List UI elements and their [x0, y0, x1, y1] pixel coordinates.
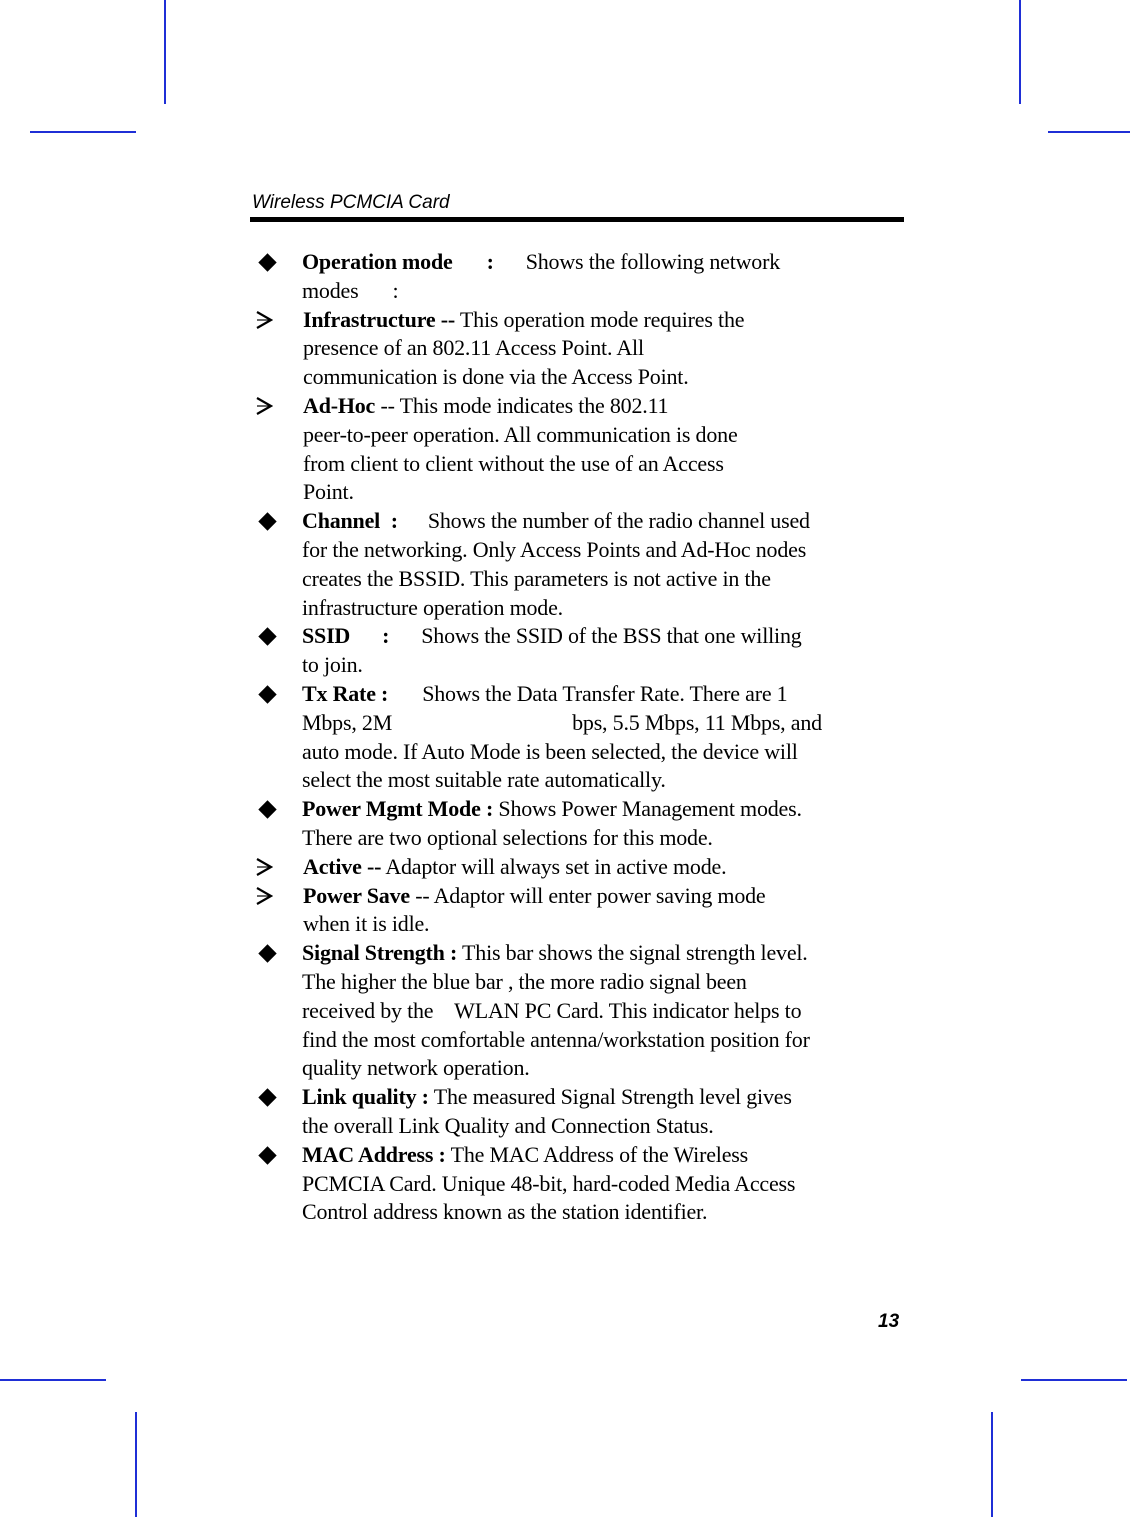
term: Power Save: [303, 882, 410, 908]
term: Channel: [302, 508, 381, 534]
line: [302, 939, 904, 968]
sub-item-infrastructure: [254, 306, 904, 392]
line: The higher the blue bar , the more radio signal been: [302, 968, 747, 994]
line: [302, 1083, 904, 1112]
description: Shows Power Management modes.: [498, 796, 802, 822]
description: bps, 5.5 Mbps, 11 Mbps, and: [572, 709, 822, 735]
description: The MAC Address of the Wireless: [450, 1141, 748, 1167]
line: peer-to-peer operation. All communication is done: [303, 421, 738, 447]
description: -- Adaptor will enter power saving mode: [415, 882, 766, 908]
line: [303, 882, 904, 911]
line: from client to client without the use of an Access: [303, 450, 724, 476]
line: creates the BSSID. This parameters is not active in the: [302, 565, 771, 591]
description: -- This mode indicates the 802.11: [380, 392, 669, 418]
definition-list: [254, 248, 904, 1227]
arrow-bullet-icon: [256, 306, 276, 335]
list-item-power-mgmt-mode: [254, 795, 904, 853]
list-item-link-quality: [254, 1083, 904, 1141]
line: to join.: [302, 652, 363, 678]
term: Power Mgmt Mode: [302, 796, 481, 822]
term: Ad-Hoc: [303, 392, 376, 418]
description: Adaptor will always set in active mode.: [385, 853, 727, 879]
crop-mark-top-left-vertical: [164, 0, 166, 104]
line: [303, 306, 904, 335]
list-item-channel: [254, 507, 904, 622]
diamond-bullet-icon: [256, 939, 278, 968]
arrow-bullet-icon: [256, 853, 276, 882]
term: Signal Strength :: [302, 940, 458, 966]
header-rule: [250, 217, 904, 222]
line: for the networking. Only Access Points and Ad-Hoc nodes: [302, 536, 807, 562]
line: There are two optional selections for this mode.: [302, 824, 713, 850]
sub-item-active: [254, 853, 904, 882]
line: quality network operation.: [302, 1055, 530, 1081]
diamond-bullet-icon: [256, 507, 278, 536]
line: [302, 622, 904, 651]
line: [303, 853, 904, 882]
line: [302, 507, 904, 536]
description: The measured Signal Strength level gives: [433, 1084, 792, 1110]
crop-mark-bottom-left-horizontal: [0, 1379, 106, 1381]
description: Shows the SSID of the BSS that one willing: [421, 623, 802, 649]
description: This bar shows the signal strength level.: [462, 940, 808, 966]
line: the overall Link Quality and Connection Status.: [302, 1112, 714, 1138]
line: auto mode. If Auto Mode is been selected, the device will: [302, 738, 798, 764]
term: Tx Rate :: [302, 680, 389, 706]
term: Link quality :: [302, 1084, 429, 1110]
description: modes: [302, 277, 359, 303]
term: SSID: [302, 623, 351, 649]
line: Control address known as the station identifier.: [302, 1199, 708, 1225]
crop-mark-bottom-left-vertical: [135, 1412, 137, 1517]
line: [302, 1141, 904, 1170]
diamond-bullet-icon: [256, 1141, 278, 1170]
list-item-signal-strength: [254, 939, 904, 1083]
list-item-mac-address: [254, 1141, 904, 1227]
line: when it is idle.: [303, 911, 430, 937]
line: [302, 795, 904, 824]
description: Shows the Data Transfer Rate. There are 1: [422, 680, 788, 706]
description: Shows the following network: [525, 249, 781, 274]
term: Operation mode: [302, 249, 453, 274]
sub-item-power-save: [254, 882, 904, 940]
crop-mark-bottom-right-horizontal: [1021, 1379, 1127, 1381]
line: select the most suitable rate automatically.: [302, 767, 666, 793]
line: communication is done via the Access Point.: [303, 364, 689, 390]
arrow-bullet-icon: [256, 882, 276, 911]
term-colon: :: [486, 249, 494, 274]
term: Infrastructure --: [303, 306, 455, 332]
line: PCMCIA Card. Unique 48-bit, hard-coded Media Access: [302, 1170, 796, 1196]
term: Active --: [303, 853, 382, 879]
diamond-bullet-icon: [256, 680, 278, 709]
crop-mark-top-right-horizontal: [1048, 131, 1130, 133]
arrow-bullet-icon: [256, 392, 276, 421]
line: presence of an 802.11 Access Point. All: [303, 335, 644, 361]
list-item-operation-mode: [254, 248, 904, 306]
term-colon: :: [390, 508, 398, 534]
crop-mark-top-left-horizontal: [30, 131, 136, 133]
line: [302, 248, 904, 277]
description: Shows the number of the radio channel used: [427, 508, 810, 534]
description-colon: :: [392, 277, 399, 303]
line: [302, 680, 904, 709]
term: MAC Address :: [302, 1141, 446, 1167]
line: [303, 392, 904, 421]
line: infrastructure operation mode.: [302, 594, 563, 620]
description: This operation mode requires the: [459, 306, 745, 332]
diamond-bullet-icon: [256, 248, 278, 277]
term-colon: :: [485, 796, 494, 822]
crop-mark-bottom-right-vertical: [991, 1412, 993, 1517]
line: Point.: [303, 479, 354, 505]
list-item-tx-rate: [254, 680, 904, 795]
crop-mark-top-right-vertical: [1019, 0, 1021, 104]
page-number: 13: [878, 1311, 900, 1332]
line: received by the WLAN PC Card. This indicator helps to: [302, 997, 802, 1023]
line: find the most comfortable antenna/workstation position for: [302, 1026, 810, 1052]
line: [302, 277, 904, 306]
diamond-bullet-icon: [256, 1083, 278, 1112]
running-header-title: Wireless PCMCIA Card: [252, 192, 450, 213]
sub-item-ad-hoc: [254, 392, 904, 507]
term-colon: :: [382, 623, 390, 649]
line: [302, 709, 904, 738]
list-item-ssid: [254, 622, 904, 680]
diamond-bullet-icon: [256, 622, 278, 651]
diamond-bullet-icon: [256, 795, 278, 824]
description: Mbps, 2M: [302, 709, 393, 735]
